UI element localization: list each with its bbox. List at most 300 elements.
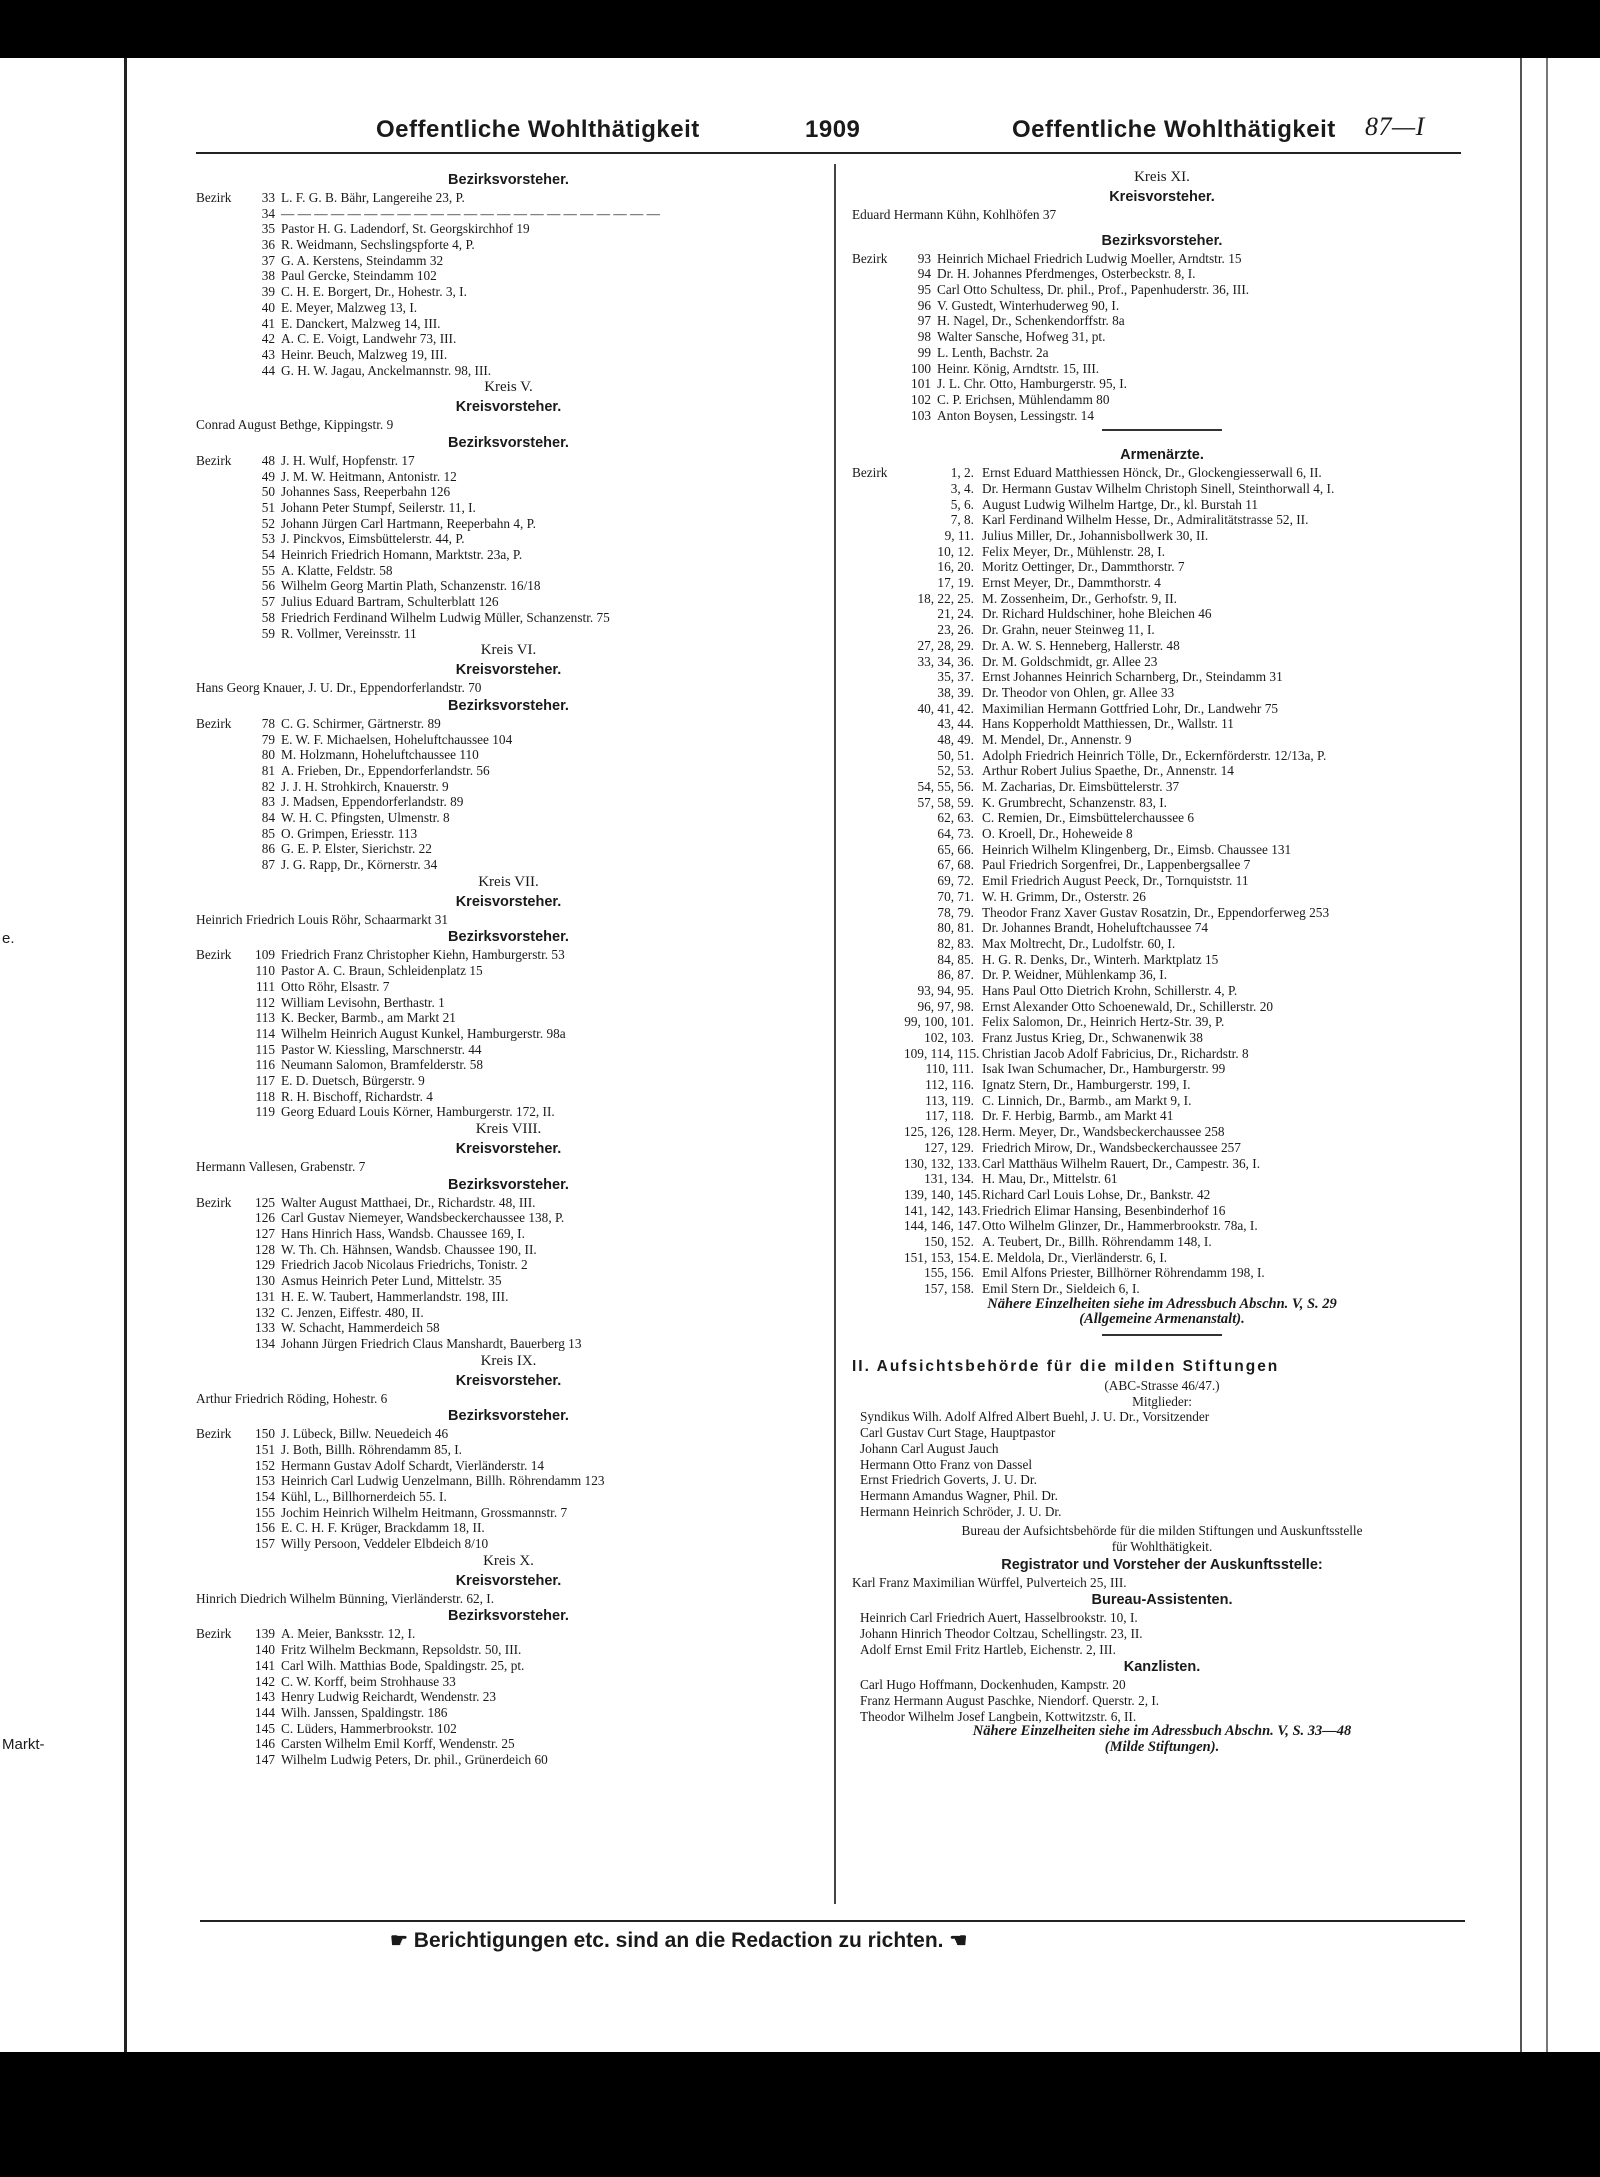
entry-row [852,1281,1472,1297]
bezirk-label [196,1520,251,1536]
bezirk-label [196,979,251,995]
entry-row [852,857,1472,873]
section-address: (ABC-Strasse 46/47.) [1104,1378,1220,1394]
entry-row [852,1265,1472,1281]
entry-text: Hans Hinrich Hass, Wandsb. Chaussee 169, I. [281,1226,525,1242]
entry-row [196,1473,821,1489]
entry-row [196,578,821,594]
bezirk-label [196,1442,251,1458]
entry-text: E. D. Duetsch, Bürgerstr. 9 [281,1072,425,1088]
bezirk-number: 99 [917,344,931,360]
bezirk-number: 143 [255,1689,275,1705]
bezirk-numbers: 69, 72. [937,873,974,889]
bezirk-number: 49 [261,468,275,484]
entry-row [852,983,1472,999]
entry-row [196,1674,821,1690]
bezirk-label [852,1250,904,1266]
bezirk-label [196,1257,251,1273]
bezirk-numbers: 9, 11. [944,528,974,543]
entry-row [852,654,1472,670]
entry-row [196,747,821,763]
bezirk-label: Bezirk [196,1626,232,1642]
bezirk-numbers: 141, 142, 143. [904,1202,981,1218]
bezirk-numbers: 109, 114, 115. [904,1045,980,1061]
bezirk-number: 81 [261,762,275,778]
scan-top-border [0,0,1600,58]
entry-row [196,268,821,284]
entry-text: K. Grumbrecht, Schanzenstr. 83, I. [982,794,1168,810]
bezirk-label [196,1226,251,1242]
bezirk-label [852,810,904,826]
entry-row [196,500,821,516]
bezirk-number: 119 [255,1104,275,1120]
entry-text: E. Meldola, Dr., Vierländerstr. 6, I. [982,1249,1168,1265]
bezirk-label: Bezirk [852,250,888,266]
entry-text: Julius Eduard Bartram, Schulterblatt 126 [281,594,499,610]
entry-text: Maximilian Hermann Gottfried Lohr, Dr., Landwehr 75 [982,700,1278,716]
entry-text: H. Nagel, Dr., Schenkendorffstr. 8a [937,313,1125,329]
entry-row [852,1093,1472,1109]
kreisvorsteher-entry: Hans Georg Knauer, J. U. Dr., Eppendorferlandstr. 70 [196,680,482,696]
entry-row [852,313,1472,329]
bezirk-number: 114 [255,1025,275,1041]
entry-row [852,952,1472,968]
entry-text: R. H. Bischoff, Richardstr. 4 [281,1088,433,1104]
kanzlisten-list [852,1677,1472,1724]
bezirk-label [852,1203,904,1219]
bezirk-label [196,500,251,516]
kreis-heading: Kreis VII. [478,873,539,890]
entry-row [852,282,1472,298]
bezirk-label [196,563,251,579]
entry-text: Felix Salomon, Dr., Heinrich Hertz-Str. 39, P. [982,1014,1225,1030]
kreis-heading: Kreis VIII. [475,1121,542,1137]
entry-text: Wilhelm Ludwig Peters, Dr. phil., Grünerdeich 60 [281,1751,548,1767]
entry-row [852,999,1472,1015]
entry-text: J. Madsen, Eppendorferlandstr. 89 [281,794,464,810]
bezirk-label [852,392,907,408]
margin-fragment: Markt- [2,1736,45,1753]
bezirk-numbers: 127, 129. [924,1139,974,1155]
entry-text: C. Jenzen, Eiffestr. 480, II. [281,1304,424,1320]
bezirk-label [852,1218,904,1234]
bezirk-number: 80 [261,747,275,763]
bezirk-number: 147 [255,1751,275,1767]
entry-row [196,779,821,795]
bezirk-number: 150 [255,1426,275,1442]
bezirk-label [196,732,251,748]
bezirk-number: 112 [255,994,275,1010]
bezirk-number: 144 [255,1704,275,1720]
page-header [190,112,1455,152]
bezirk-label [852,685,904,701]
bezirk-label [852,497,904,513]
bezirk-numbers: 113, 119. [925,1092,974,1108]
bezirk-label [196,253,251,269]
entry-text: W. Schacht, Hammerdeich 58 [281,1320,440,1336]
assistenten-list [852,1610,1472,1657]
entry-text: C. H. E. Borgert, Dr., Hohestr. 3, I. [281,284,467,300]
entry-text: J. Lübeck, Billw. Neuedeich 46 [281,1426,449,1442]
entry-text: Walter Sansche, Hofweg 31, pt. [937,329,1106,345]
entry-row [852,810,1472,826]
kreisvorsteher-entry: Hinrich Diedrich Wilhelm Bünning, Vierländerstr. 62, I. [196,1590,495,1606]
list-line: Franz Hermann August Paschke, Niendorf. Querstr. 2, I. [860,1693,1160,1709]
entry-list [196,1195,821,1352]
entry-text: Johann Jürgen Carl Hartmann, Reeperbahn 4, P. [281,515,536,531]
bezirk-numbers: 155, 156. [924,1265,974,1281]
bezirk-label [196,995,251,1011]
footer-notice [390,1928,1290,1953]
entry-row [196,1226,821,1242]
header-rule [196,152,1461,154]
bezirk-number: 36 [261,237,275,253]
reference-note: (Allgemeine Armenanstalt). [1079,1311,1245,1328]
entry-text: Paul Gercke, Steindamm 102 [281,268,437,284]
bezirk-label [196,841,251,857]
entry-text: R. Vollmer, Vereinsstr. 11 [281,625,417,641]
bezirk-number: 42 [261,331,275,347]
margin-fragment: e. [2,930,15,947]
bezirk-number: 51 [261,500,275,515]
entry-row [196,1520,821,1536]
entry-row [196,1242,821,1258]
bezirk-number: 131 [255,1288,275,1304]
entry-text: E. W. F. Michaelsen, Hoheluftchaussee 104 [281,731,513,747]
bezirk-label [196,794,251,810]
entry-row [196,1336,821,1352]
entry-text: Moritz Oettinger, Dr., Dammthorstr. 7 [982,559,1185,575]
bezirk-label [852,606,904,622]
entry-text: Ernst Johannes Heinrich Scharnberg, Dr., Steindamm 31 [982,669,1283,685]
entry-text: R. Weidmann, Sechslingspforte 4, P. [281,237,475,253]
bezirk-number: 153 [255,1473,275,1489]
entry-text: C. P. Erichsen, Mühlendamm 80 [937,391,1110,407]
entry-text: Otto Wilhelm Glinzer, Dr., Hammerbrookstr. 78a, I. [982,1218,1258,1234]
entry-row [852,622,1472,638]
bezirk-numbers: 18, 22, 25. [917,590,974,606]
entry-text: M. Holzmann, Hoheluftchaussee 110 [281,747,479,763]
entry-row [196,1320,821,1336]
bezirk-number: 151 [255,1441,275,1457]
bezirk-number: 142 [255,1673,275,1689]
entry-row [196,484,821,500]
entry-text: J. H. Wulf, Hopfenstr. 17 [281,452,415,468]
entry-row [852,1218,1472,1234]
entry-text: Asmus Heinrich Peter Lund, Mittelstr. 35 [281,1273,502,1289]
section-heading: Kreisvorsteher. [455,1372,562,1389]
section-heading: Kreisvorsteher. [455,399,562,416]
bezirk-numbers: 102, 103. [924,1030,974,1045]
page-edge-rule-outer [1546,58,1548,2052]
bezirk-numbers: 64, 73. [937,826,974,842]
bezirk-label [196,1073,251,1089]
bezirk-numbers: 84, 85. [937,951,974,967]
entry-row [196,716,821,732]
entry-text: Dr. H. Johannes Pferdmenges, Osterbeckstr. 8, I. [937,266,1196,282]
entry-row [852,905,1472,921]
bezirk-numbers: 40, 41, 42. [917,700,974,716]
entry-row [196,1505,821,1521]
bezirk-label [852,1234,904,1250]
entry-text: G. A. Kerstens, Steindamm 32 [281,252,444,268]
members-heading: Mitglieder: [1132,1393,1192,1409]
entry-row [196,206,821,222]
bezirk-number: 95 [917,282,931,298]
bezirk-label [196,1289,251,1305]
entry-text: Friedrich Ferdinand Wilhelm Ludwig Müller, Schanzenstr. 75 [281,609,610,625]
entry-row [196,300,821,316]
bezirk-label [852,361,907,377]
entry-list [196,716,821,873]
entry-row [852,889,1472,905]
entry-row [196,1658,821,1674]
pointing-hand-icon: ☚ [949,1930,968,1952]
entry-text: Wilh. Janssen, Spaldingstr. 186 [281,1704,448,1720]
entry-row [852,361,1472,377]
bezirk-label [852,1156,904,1172]
entry-text: Heinrich Wilhelm Klingenberg, Dr., Eimsb. Chaussee 131 [982,841,1292,857]
reference-note: Nähere Einzelheiten siehe im Adressbuch Abschn. V, S. 33—48 [972,1723,1352,1740]
bezirk-number: 56 [261,578,275,594]
bezirk-number: 87 [261,857,275,873]
bezirk-number: 58 [261,609,275,625]
bezirk-numbers: 17, 19. [937,575,974,591]
section-heading: Kreisvorsteher. [455,1141,562,1157]
entry-row [852,1030,1472,1046]
bezirk-numbers: 38, 39. [937,684,974,700]
bezirk-numbers: 70, 71. [937,888,974,904]
entry-text: W. H. C. Pfingsten, Ulmenstr. 8 [281,810,450,825]
entry-text: Dr. Grahn, neuer Steinweg 11, I. [982,622,1155,638]
bezirk-label [852,1014,904,1030]
bezirk-label [196,1026,251,1042]
bezirk-label [196,531,251,547]
bezirk-number: 93 [917,250,931,266]
bezirk-label [852,575,904,591]
bezirk-label [196,1473,251,1489]
entry-row [196,1752,821,1768]
bezirk-label [196,1752,251,1768]
bezirk-label [852,1171,904,1187]
entry-text: Julius Miller, Dr., Johannisbollwerk 30, II. [982,528,1209,543]
entry-row [852,575,1472,591]
entry-row [852,266,1472,282]
bezirk-number: 127 [255,1226,275,1242]
entry-text: V. Gustedt, Winterhuderweg 90, I. [937,297,1120,313]
bezirk-label [852,345,907,361]
entry-row [852,1203,1472,1219]
bezirk-numbers: 35, 37. [937,669,974,685]
bezirk-numbers: 150, 152. [924,1233,974,1249]
entry-row [196,1057,821,1073]
bezirk-number: 101 [911,376,931,392]
entry-row [196,563,821,579]
bezirk-label [852,873,904,889]
bezirk-label [852,1187,904,1203]
bezirk-number: 59 [261,625,275,641]
bezirk-label [852,1046,904,1062]
entry-text: Arthur Robert Julius Spaethe, Dr., Annenstr. 14 [982,763,1234,779]
entry-text: Wilhelm Heinrich August Kunkel, Hamburgerstr. 98a [281,1025,566,1041]
entry-row [852,1108,1472,1124]
bezirk-label [852,732,904,748]
entry-row [852,392,1472,408]
entry-row [852,497,1472,513]
bezirk-label [852,1281,904,1297]
entry-row [852,606,1472,622]
bezirk-label [852,654,904,670]
entry-text: Johannes Sass, Reeperbahn 126 [281,484,451,500]
entry-text: Pastor A. C. Braun, Schleidenplatz 15 [281,963,483,979]
bezirk-numbers: 43, 44. [937,716,974,732]
bezirk-numbers: 62, 63. [937,810,974,826]
bezirk-label [196,347,251,363]
entry-row [196,763,821,779]
left-column [196,170,821,1768]
entry-row [852,1250,1472,1266]
bezirk-number: 82 [261,778,275,794]
bezirk-label [196,1642,251,1658]
bezirk-number: 133 [255,1320,275,1336]
entry-text: J. M. W. Heitmann, Antonistr. 12 [281,468,457,484]
entry-row [196,316,821,332]
bezirk-number: 94 [917,266,931,282]
entry-row [852,251,1472,267]
list-line: Carl Gustav Curt Stage, Hauptpastor [860,1425,1056,1441]
bezirk-numbers: 130, 132, 133. [904,1155,981,1171]
bezirk-numbers: 80, 81. [937,920,974,936]
bezirk-number: 78 [261,715,275,731]
entry-text: Carl Wilh. Matthias Bode, Spaldingstr. 25, pt. [281,1657,525,1673]
entry-row [852,298,1472,314]
kreis-heading: Kreis VI. [480,642,537,659]
list-line: Hermann Amandus Wagner, Phil. Dr. [860,1487,1058,1503]
bezirk-label [196,578,251,594]
entry-text: A. C. E. Voigt, Landwehr 73, III. [281,331,457,347]
entry-text: G. H. W. Jagau, Anckelmannstr. 98, III. [281,362,492,378]
section-heading: Kreisvorsteher. [1109,189,1215,205]
entry-row [196,1273,821,1289]
bezirk-number: 83 [261,794,275,810]
entry-row [852,873,1472,889]
bezirk-label [852,266,907,282]
entry-text: G. E. P. Elster, Sierichstr. 22 [281,841,432,857]
entry-text: H. Mau, Dr., Mittelstr. 61 [982,1171,1118,1187]
entry-row [852,591,1472,607]
entry-row [196,1536,821,1552]
entry-row [196,610,821,626]
bezirk-label [196,1689,251,1705]
bezirk-label [852,905,904,921]
section-heading: Kreisvorsteher. [455,893,562,910]
entry-row [196,547,821,563]
bezirk-number: 53 [261,531,275,547]
bezirk-number: 102 [911,391,931,407]
entry-text: Johann Jürgen Friedrich Claus Manshardt, Bauerberg 13 [281,1335,582,1351]
bezirk-number: 109 [255,947,275,963]
bezirk-label: Bezirk [196,715,232,731]
entry-text: Pastor H. G. Ladendorf, St. Georgskirchhof 19 [281,221,530,237]
bezirk-label [852,298,907,314]
section-heading: Bezirksvorsteher. [448,434,569,451]
page-edge-rule [1520,58,1522,2052]
entry-text: A. Meier, Banksstr. 12, I. [281,1626,416,1642]
reference-note: Nähere Einzelheiten siehe im Adressbuch Abschn. V, S. 29 [987,1295,1337,1312]
bezirk-label [852,512,904,528]
bezirk-number: 52 [261,515,275,531]
entry-row [852,638,1472,654]
bezirk-label [852,967,904,983]
entry-text: L. F. G. B. Bähr, Langereihe 23, P. [281,190,465,205]
bezirk-numbers: 151, 153, 154. [904,1249,981,1265]
entry-row [196,1210,821,1226]
bezirk-label: Bezirk [196,1194,232,1210]
entry-text: Jochim Heinrich Wilhelm Heitmann, Grossmannstr. 7 [281,1504,568,1520]
entry-row [196,1026,821,1042]
kreisvorsteher-entry: Hermann Vallesen, Grabenstr. 7 [196,1159,366,1174]
entry-row [196,1289,821,1305]
bezirk-label [852,376,907,392]
bezirk-number: 57 [261,594,275,610]
bezirk-numbers: 96, 97, 98. [917,998,974,1014]
entry-row [196,1426,821,1442]
entry-text: C. Linnich, Dr., Barmb., am Markt 9, I. [982,1092,1192,1108]
bezirk-label [852,748,904,764]
entry-text: Adolph Friedrich Heinrich Tölle, Dr., Eckernförderstr. 12/13a, P. [982,747,1327,763]
entry-text: Anton Boysen, Lessingstr. 14 [937,407,1094,423]
bezirk-numbers: 33, 34, 36. [917,653,974,669]
entry-row [852,512,1472,528]
entry-row [852,345,1472,361]
bezirk-number: 84 [261,810,275,825]
entry-row [852,826,1472,842]
entry-row [196,1736,821,1752]
bezirk-label [852,638,904,654]
section-number: II. [852,1358,871,1376]
bezirk-label [196,1658,251,1674]
bezirk-label [196,1210,251,1226]
entry-row [196,1010,821,1026]
entry-text: Johann Peter Stumpf, Seilerstr. 11, I. [281,500,476,515]
bezirk-label [196,1674,251,1690]
entry-text: Ernst Alexander Otto Schoenewald, Dr., Schillerstr. 20 [982,998,1273,1014]
reference-note: (Milde Stiftungen). [1104,1739,1220,1756]
entry-text: Kühl, L., Billhornerdeich 55. I. [281,1489,447,1504]
entry-row [852,544,1472,560]
bureau-line: für Wohlthätigkeit. [1111,1538,1213,1554]
section-heading: Kreisvorsteher. [455,1572,562,1589]
entry-text: Felix Meyer, Dr., Mühlenstr. 28, I. [982,543,1166,559]
entry-row [852,1171,1472,1187]
bezirk-number: 54 [261,547,275,563]
bezirk-numbers: 82, 83. [937,935,974,951]
entry-text: Carl Otto Schultess, Dr. phil., Prof., Papenhuderstr. 36, III. [937,282,1250,298]
bezirk-numbers: 157, 158. [924,1281,974,1296]
bezirk-label [196,221,251,237]
bezirk-number: 140 [255,1642,275,1658]
entry-text: J. L. Chr. Otto, Hamburgerstr. 95, I. [937,376,1127,392]
bezirk-numbers: 23, 26. [937,622,974,638]
bezirk-label [852,528,904,544]
bezirk-number: 141 [255,1657,275,1673]
scan-bottom-border [0,2052,1600,2177]
bezirk-label [196,1057,251,1073]
bezirk-label [852,544,904,560]
bezirk-label [852,669,904,685]
bezirk-label [852,1265,904,1281]
bezirk-label [852,1030,904,1046]
